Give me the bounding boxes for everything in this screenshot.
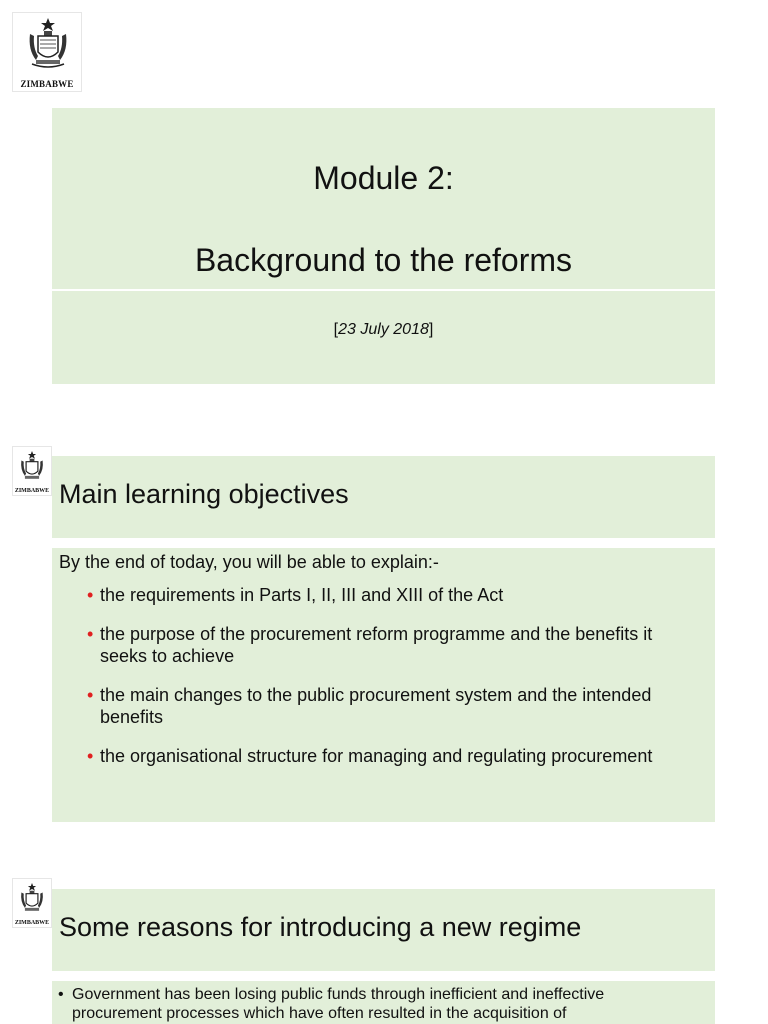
list-item: • Government has been losing public funds through inefficient and ineffective procurement processes which have often resulted in the acquisition of bbox=[58, 985, 695, 1023]
slide1-title-panel bbox=[52, 108, 715, 289]
logo-caption: ZIMBABWE bbox=[14, 920, 50, 926]
slide-date bbox=[52, 321, 715, 339]
slide2-intro: By the end of today, you will be able to explain:- bbox=[59, 552, 439, 572]
slide2-heading: Main learning objectives bbox=[59, 479, 349, 509]
slide2-body-panel bbox=[52, 548, 715, 822]
zimbabwe-coat-of-arms-icon bbox=[26, 16, 70, 74]
slide-title-line2: Background to the reforms bbox=[194, 242, 573, 278]
slide3-body-panel bbox=[52, 981, 715, 1024]
logo-small bbox=[12, 446, 52, 496]
reasons-list bbox=[58, 985, 695, 1023]
date-bracket-open: [ bbox=[333, 321, 339, 338]
logo-caption: ZIMBABWE bbox=[14, 488, 50, 494]
date-text: 23 July 2018 bbox=[338, 321, 429, 338]
list-item: • the organisational structure for managing and regulating procurement bbox=[87, 745, 685, 767]
date-bracket-close: ] bbox=[428, 321, 434, 338]
logo-small bbox=[12, 878, 52, 928]
list-item: • the main changes to the public procurement system and the intended benefits bbox=[87, 684, 685, 728]
logo-main bbox=[12, 12, 82, 92]
zimbabwe-coat-of-arms-icon bbox=[19, 449, 45, 485]
logo-caption: ZIMBABWE bbox=[20, 79, 74, 89]
slide1-date-panel bbox=[52, 291, 715, 384]
slide-title-line1: Module 2: bbox=[313, 160, 454, 196]
list-item: • the purpose of the procurement reform programme and the benefits it seeks to achieve bbox=[87, 623, 685, 667]
slide3-heading-panel bbox=[52, 889, 715, 971]
slide2-heading-panel bbox=[52, 456, 715, 538]
list-item: • the requirements in Parts I, II, III and XIII of the Act bbox=[87, 584, 685, 606]
slide3-heading: Some reasons for introducing a new regime bbox=[59, 912, 582, 942]
objectives-list bbox=[87, 584, 685, 784]
zimbabwe-coat-of-arms-icon bbox=[19, 881, 45, 917]
